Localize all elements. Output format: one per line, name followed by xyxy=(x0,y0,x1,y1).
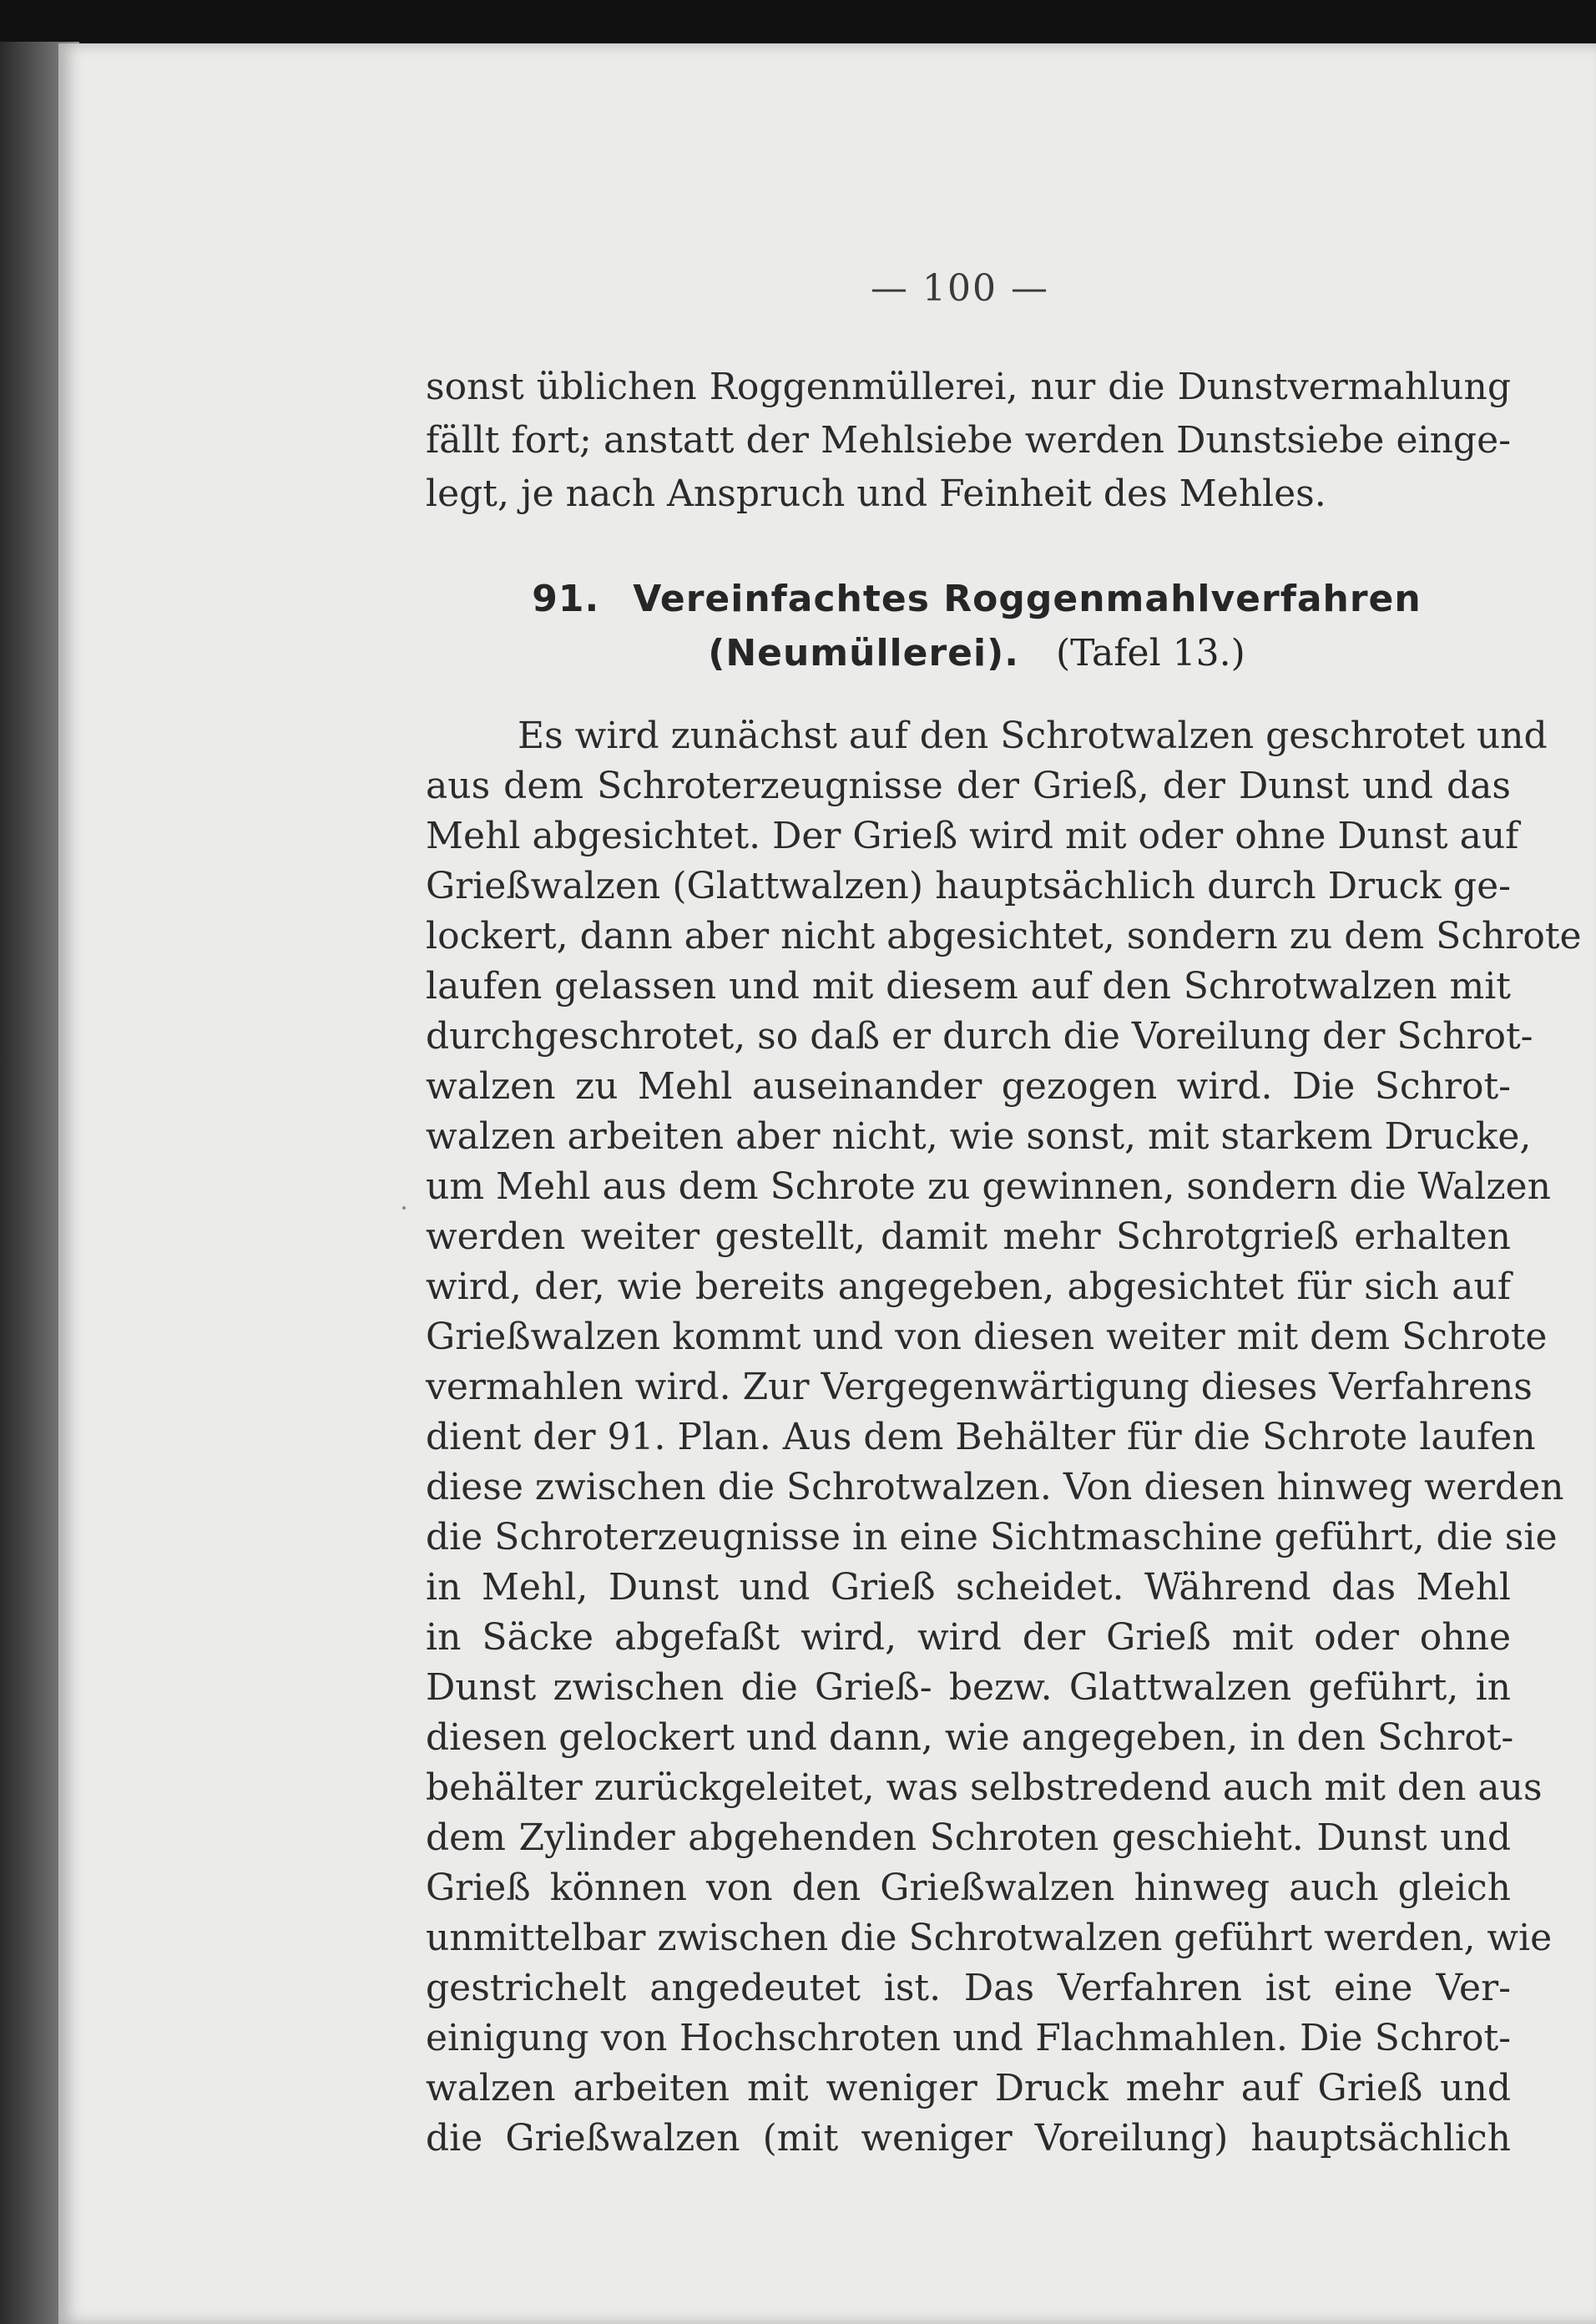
text-line: legt, je nach Anspruch und Feinheit des Mehles. xyxy=(426,472,1326,515)
text-line: diese zwischen die Schrotwalzen. Von diesen hinweg werden xyxy=(426,1466,1564,1508)
text-line: Grießwalzen (Glattwalzen) hauptsächlich durch Druck ge- xyxy=(426,865,1511,907)
text-line: durchgeschrotet, so daß er durch die Voreilung der Schrot- xyxy=(426,1015,1533,1058)
section-heading xyxy=(58,578,1596,620)
section-heading-line-2 xyxy=(58,632,1596,674)
text-line: in Säcke abgefaßt wird, wird der Grieß mit oder ohne xyxy=(426,1616,1511,1659)
section-title: Vereinfachtes Roggenmahlverfahren xyxy=(633,578,1422,620)
book-page xyxy=(58,43,1596,2324)
text-line: walzen arbeiten mit weniger Druck mehr auf Grieß und xyxy=(426,2067,1511,2109)
text-line: gestrichelt angedeutet ist. Das Verfahren ist eine Ver- xyxy=(426,1967,1511,2009)
text-line: Es wird zunächst auf den Schrotwalzen geschrotet und xyxy=(518,715,1548,757)
text-line: walzen arbeiten aber nicht, wie sonst, mit starkem Drucke, xyxy=(426,1115,1532,1158)
text-line: Dunst zwischen die Grieß- bezw. Glattwalzen geführt, in xyxy=(426,1666,1511,1709)
section-subtitle: (Neumüllerei). xyxy=(708,632,1019,674)
text-line: dem Zylinder abgehenden Schroten geschieht. Dunst und xyxy=(426,1816,1511,1859)
text-line: laufen gelassen und mit diesem auf den Schrotwalzen mit xyxy=(426,965,1511,1008)
text-line: werden weiter gestellt, damit mehr Schrotgrieß erhalten xyxy=(426,1215,1511,1258)
text-line: Grieß können von den Grießwalzen hinweg auch gleich xyxy=(426,1867,1511,1909)
print-speck xyxy=(402,1206,406,1210)
text-line: lockert, dann aber nicht abgesichtet, sondern zu dem Schrote xyxy=(426,915,1582,957)
text-line: die Schroterzeugnisse in eine Sichtmaschine geführt, die sie xyxy=(426,1516,1558,1559)
plate-reference: (Tafel 13.) xyxy=(1055,632,1245,674)
text-line: diesen gelockert und dann, wie angegeben, in den Schrot- xyxy=(426,1716,1514,1759)
text-line: vermahlen wird. Zur Vergegenwärtigung dieses Verfahrens xyxy=(426,1366,1533,1408)
text-line: wird, der, wie bereits angegeben, abgesichtet für sich auf xyxy=(426,1266,1511,1308)
text-line: um Mehl aus dem Schrote zu gewinnen, sondern die Walzen xyxy=(426,1165,1551,1208)
text-line: Grießwalzen kommt und von diesen weiter mit dem Schrote xyxy=(426,1316,1548,1358)
text-line: in Mehl, Dunst und Grieß scheidet. Während das Mehl xyxy=(426,1566,1511,1609)
page-number: — 100 — xyxy=(871,267,1049,310)
paragraph-continuation xyxy=(426,361,1511,521)
section-number: 91. xyxy=(532,578,600,620)
text-line: dient der 91. Plan. Aus dem Behälter für die Schrote laufen xyxy=(426,1416,1536,1458)
text-line: behälter zurückgeleitet, was selbstredend auch mit den aus xyxy=(426,1766,1543,1809)
text-line: walzen zu Mehl auseinander gezogen wird. Die Schrot- xyxy=(426,1065,1511,1108)
text-line: unmittelbar zwischen die Schrotwalzen geführt werden, wie xyxy=(426,1917,1553,1959)
text-line: die Grießwalzen (mit weniger Voreilung) hauptsächlich xyxy=(426,2117,1511,2160)
text-line: fällt fort; anstatt der Mehlsiebe werden Dunstsiebe einge- xyxy=(426,419,1511,462)
text-line: aus dem Schroterzeugnisse der Grieß, der Dunst und das xyxy=(426,765,1511,807)
text-line: einigung von Hochschroten und Flachmahlen. Die Schrot- xyxy=(426,2017,1511,2059)
text-line: Mehl abgesichtet. Der Grieß wird mit oder ohne Dunst auf xyxy=(426,815,1519,857)
text-line: sonst üblichen Roggenmüllerei, nur die Dunstvermahlung xyxy=(426,366,1511,408)
paragraph-main xyxy=(426,711,1582,2164)
